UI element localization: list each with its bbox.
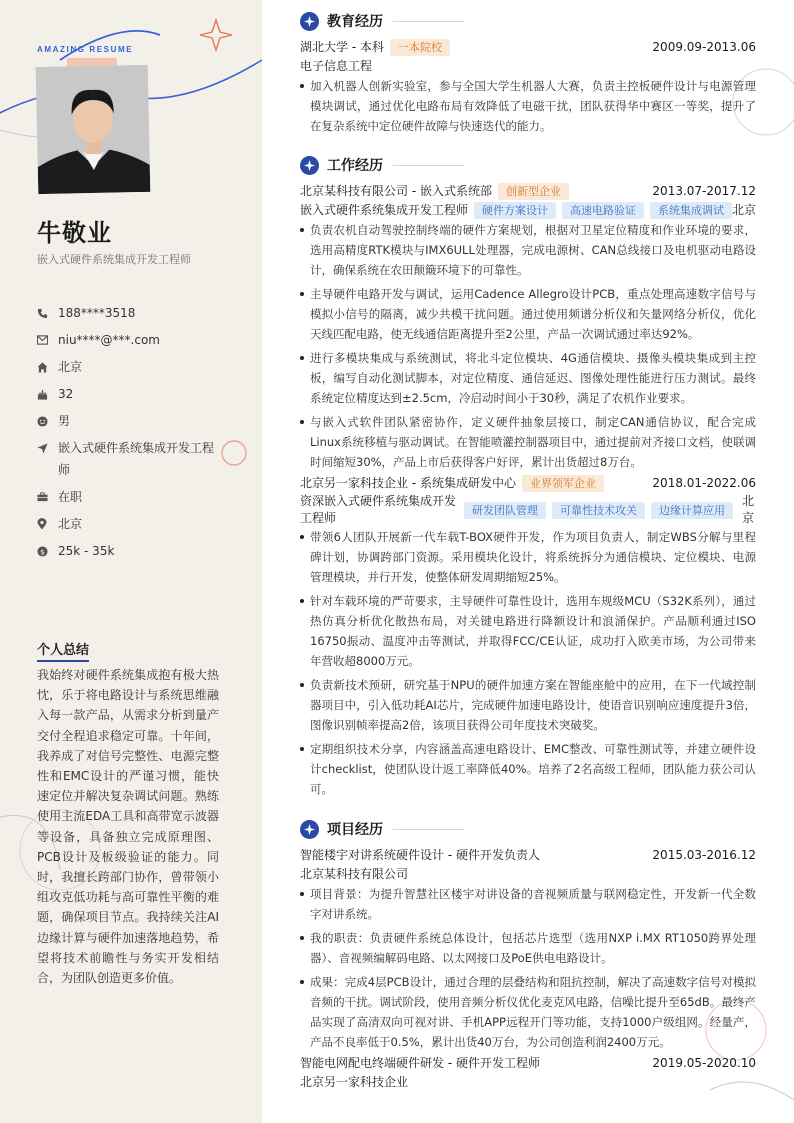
email-icon	[37, 329, 58, 351]
job-role: 嵌入式硬件系统集成开发工程师	[300, 203, 469, 217]
project-name: 智能电网配电终端硬件研发 - 硬件开发工程师	[300, 1056, 540, 1070]
job-company: 北京另一家科技企业 - 系统集成研发中心	[300, 476, 516, 490]
contact-home-text: 北京	[58, 360, 83, 374]
project-name-row	[300, 846, 756, 865]
project-company: 北京另一家科技企业	[300, 1075, 409, 1089]
contact-email	[37, 329, 237, 351]
job-role-row	[300, 201, 756, 220]
job-bullet: 定期组织技术分享，内容涵盖高速电路设计、EMC整改、可靠性测试等，并建立硬件设计checklist，使团队设计返工率降低40%。培养了2名高级工程师，团队能力获公司认可。	[300, 739, 756, 799]
project-bullet: 项目背景：为提升智慧社区楼宇对讲设备的音视频质量与联网稳定性，开发新一代全数字对讲系统。	[300, 884, 756, 924]
contact-target-job-text: 嵌入式硬件系统集成开发工程师	[58, 441, 215, 477]
job-bullet: 进行多模块集成与系统测试，将北斗定位模块、4G通信模块、摄像头模块集成到主控板，编写自动化测试脚本，对定位精度、通信延迟、图像处理性能进行压力测试。最终系统定位精度达到±2.5cm，冷启动时间小于30秒，满足了农机作业要求。	[300, 348, 756, 408]
section-divider	[393, 829, 465, 830]
projects-section	[300, 818, 756, 1092]
contact-list	[37, 302, 237, 567]
contact-location-text: 北京	[58, 517, 83, 531]
summary-text: 我始终对硬件系统集成抱有极大热忱，乐于将电路设计与系统思维融入每一款产品，从需求分析到量产交付全程追求稳定可靠。十年间，我养成了对信号完整性、电源完整性和EMC设计的严谨习惯，能快速定位并解决复杂调试问题。熟练使用主流EDA工具和高带宽示波器等设备，具备独立完成原理图、PCB设计及板级验证的能力。同时，我擅长跨部门协作，曾带领小组攻克低功耗与高可靠性平衡的难题，确保项目节点。我持续关注AI边缘计算与硬件加速落地趋势，希望将技术前瞻性与务实开发相结合，为团队创造更多价值。	[37, 668, 219, 986]
section-divider	[393, 165, 465, 166]
job-bullet: 与嵌入式软件团队紧密协作，定义硬件抽象层接口，制定CAN通信协议，配合完成Linux系统移植与驱动调试。在智能喷灌控制器项目中，通过提前对齐接口文档，使联调时间缩短30%，产品上市后获得客户好评，累计出货超过8万台。	[300, 412, 756, 472]
profile-photo	[36, 65, 151, 194]
job-company-row	[300, 182, 756, 201]
education-title: 教育经历	[327, 14, 383, 30]
job-bullet: 负责新技术预研，研究基于NPU的硬件加速方案在智能座舱中的应用，在下一代域控制器项目中，引入低功耗AI芯片，完成硬件加速电路设计，使语音识别响应速度提升3倍，图像识别帧率提高2倍，该项目获得公司年度技术突破奖。	[300, 675, 756, 735]
school-name: 湖北大学 - 本科	[300, 40, 384, 54]
sparkle-icon	[300, 156, 319, 175]
education-major-row	[300, 57, 756, 76]
contact-age-text: 32	[58, 387, 74, 401]
section-divider	[393, 21, 465, 22]
work-title: 工作经历	[327, 158, 383, 174]
contact-phone-text: 188****3518	[58, 306, 136, 320]
contact-salary-text: 25k - 35k	[58, 544, 115, 558]
job-city: 北京	[731, 203, 756, 217]
summary-title: 个人总结	[37, 639, 89, 658]
send-icon	[37, 437, 58, 459]
projects-header	[300, 818, 756, 840]
project-company: 北京某科技有限公司	[300, 867, 409, 881]
contact-target-job	[37, 437, 237, 481]
work-header	[300, 154, 756, 176]
contact-location	[37, 513, 237, 535]
project-bullet: 成果：完成4层PCB设计，通过合理的层叠结构和阻抗控制，解决了高速数字信号对模拟音频的干扰。调试阶段，使用音频分析仪优化麦克风电路，信噪比提升至65dB。最终产品实现了高清双向可视对讲、手机APP远程开门等功能，支持1000户级组网。经量产，产品不良率低于0.5%，累计出货40万台，为公司创造利润2400万元。	[300, 972, 756, 1052]
skill-tag: 高速电路验证	[562, 202, 644, 219]
project-date: 2015.03-2016.12	[652, 848, 756, 862]
skill-tag: 系统集成调试	[650, 202, 732, 219]
skill-tag: 研发团队管理	[464, 502, 546, 519]
phone-icon	[37, 302, 58, 324]
project-date: 2019.05-2020.10	[652, 1056, 756, 1070]
briefcase-icon	[37, 486, 58, 508]
education-row	[300, 38, 756, 57]
job-bullet: 带领6人团队开展新一代车载T-BOX硬件开发，作为项目负责人，制定WBS分解与里程碑计划，协调跨部门资源。采用模块化设计，将系统拆分为通信模块、定位模块、电源管理模块，并行开发，使整体研发周期缩短25%。	[300, 527, 756, 587]
resume-tagline: AMAZING RESUME	[37, 45, 134, 54]
sparkle-icon	[300, 820, 319, 839]
contact-age	[37, 383, 237, 405]
school-tag: 一本院校	[390, 39, 450, 56]
skill-tag: 边缘计算应用	[651, 502, 733, 519]
skill-tag: 可靠性技术攻关	[552, 502, 645, 519]
projects-title: 项目经历	[327, 822, 383, 838]
home-icon	[37, 356, 58, 378]
contact-salary	[37, 540, 237, 562]
education-major: 电子信息工程	[300, 59, 373, 73]
sidebar	[0, 0, 262, 1123]
contact-gender-text: 男	[58, 414, 71, 428]
project-name-row	[300, 1054, 756, 1073]
cake-icon	[37, 383, 58, 405]
contact-phone	[37, 302, 237, 324]
job-role: 资深嵌入式硬件系统集成开发工程师	[300, 494, 457, 525]
job-company-tag: 创新型企业	[498, 183, 569, 200]
contact-gender	[37, 410, 237, 432]
candidate-job-title: 嵌入式硬件系统集成开发工程师	[37, 253, 191, 266]
job-bullet: 负责农机自动驾驶控制终端的硬件方案规划，根据对卫星定位精度和作业环境的要求，选用高精度RTK模块与IMX6ULL处理器，完成电源树、CAN总线接口及电机驱动电路设计，确保系统在农田颠簸环境下的可靠性。	[300, 220, 756, 280]
education-section	[300, 10, 756, 136]
sparkle-icon	[300, 12, 319, 31]
location-icon	[37, 513, 58, 535]
work-section	[300, 154, 756, 799]
contact-home	[37, 356, 237, 378]
smile-icon	[37, 410, 58, 432]
job-city: 北京	[742, 494, 755, 525]
job-bullet: 主导硬件电路开发与调试，运用Cadence Allegro设计PCB，重点处理高速数字信号与模拟小信号的隔离，减少共模干扰问题。通过使用频谱分析仪和矢量网络分析仪，优化天线匹配电路，使无线通信距离提升至2公里，产品一次调试通过率达92%。	[300, 284, 756, 344]
skill-tag: 硬件方案设计	[474, 202, 556, 219]
education-bullet: 加入机器人创新实验室，参与全国大学生机器人大赛，负责主控板硬件设计与电源管理模块调试，通过优化电路布局有效降低了电磁干扰，团队获得华中赛区一等奖，提升了在复杂系统中定位硬件故障与快速迭代的能力。	[300, 76, 756, 136]
job-role-row	[300, 493, 756, 527]
job-company-tag: 业界领军企业	[522, 475, 604, 492]
contact-status	[37, 486, 237, 508]
project-company-row	[300, 865, 756, 884]
candidate-name: 牛敬业	[37, 219, 112, 247]
svg-text:$: $	[40, 546, 45, 556]
job-date: 2013.07-2017.12	[652, 184, 756, 198]
contact-status-text: 在职	[58, 490, 83, 504]
job-company-row	[300, 474, 756, 493]
education-header	[300, 10, 756, 32]
contact-email-text: niu****@***.com	[58, 333, 160, 347]
project-bullet: 我的职责：负责硬件系统总体设计，包括芯片选型（选用NXP i.MX RT1050跨界处理器）、音视频编解码电路、以太网接口及PoE供电电路设计。	[300, 928, 756, 968]
money-icon	[37, 540, 58, 562]
job-date: 2018.01-2022.06	[652, 476, 756, 490]
education-date: 2009.09-2013.06	[652, 40, 756, 54]
project-name: 智能楼宇对讲系统硬件设计 - 硬件开发负责人	[300, 848, 540, 862]
job-bullet: 针对车载环境的严苛要求，主导硬件可靠性设计，选用车规级MCU（S32K系列），通过热仿真分析优化散热布局，对关键电路进行降额设计和浪涌保护。产品顺利通过ISO 16750振动、温度冲击等测试，并取得FCC/CE认证，成功打入欧美市场，为公司带来年营收超8000万元。	[300, 591, 756, 671]
project-company-row	[300, 1073, 756, 1092]
job-company: 北京某科技有限公司 - 嵌入式系统部	[300, 184, 492, 198]
